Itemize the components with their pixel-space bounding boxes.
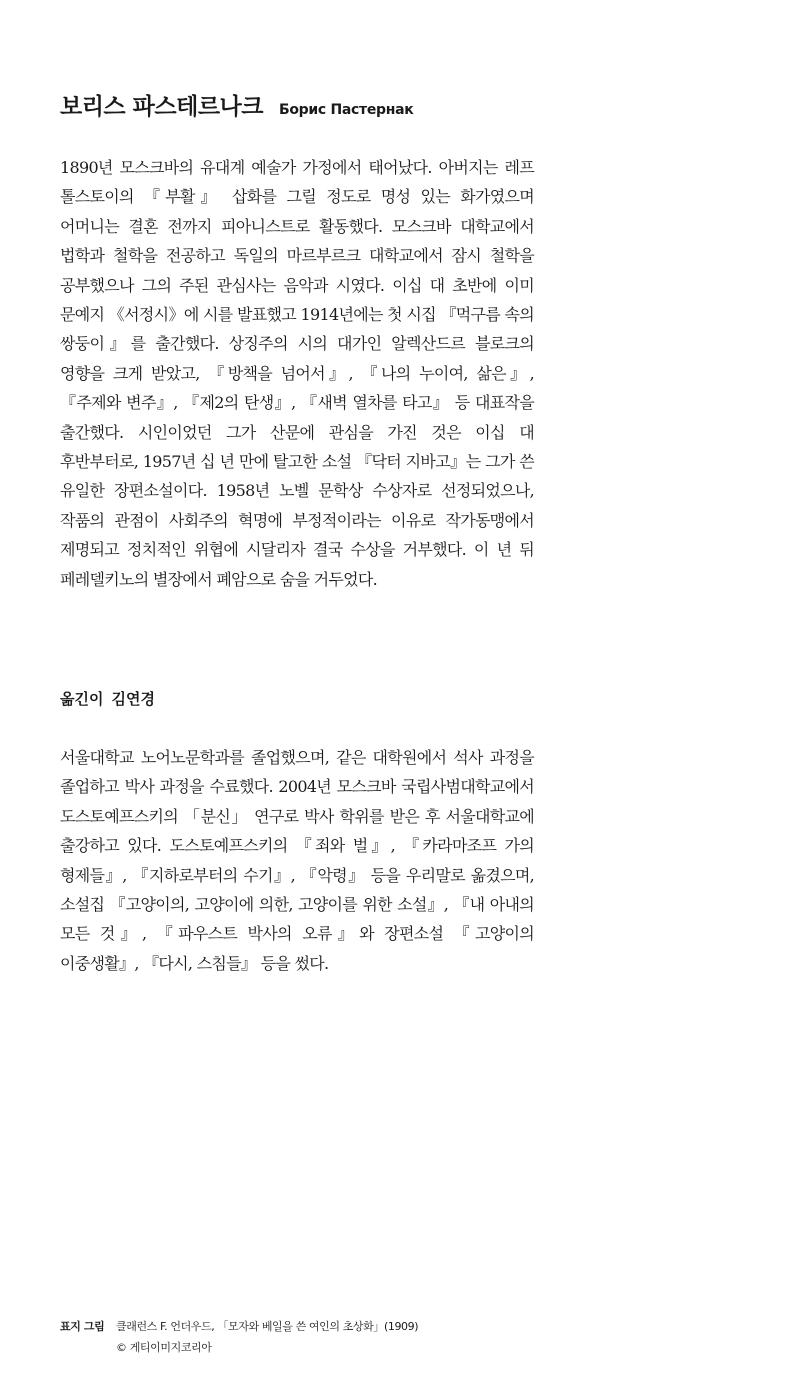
translator-label: 옮긴이: [60, 690, 104, 708]
author-name-russian: Борис Пастернак: [278, 102, 414, 118]
cover-credit-text: 클래런스 F. 언더우드, 「모자와 베일을 쓴 여인의 초상화」(1909): [116, 1320, 419, 1333]
cover-credit-label: 표지 그림: [60, 1320, 105, 1333]
translator-heading: [60, 688, 155, 709]
translator-name: 김연경: [111, 690, 155, 708]
author-heading: [60, 88, 414, 121]
author-name-korean: 보리스 파스테르나크: [60, 94, 263, 120]
cover-credits: [60, 1316, 418, 1358]
translator-biography: 서울대학교 노어노문학과를 졸업했으며, 같은 대학원에서 석사 과정을 졸업하고 박사 과정을 수료했다. 2004년 모스크바 국립사범대학교에서 도스토예프스키의 「분신」 연구로 박사 학위를 받은 후 서울대학교에 출강하고 있다. 도스토예프스키의 『죄와 벌』, 『카라마조프 가의 형제들』, 『지하로부터의 수기』, 『악령』 등을 우리말로 옮겼으며, 소설집 『고양이의, 고양이에 의한, 고양이를 위한 소설』, 『내 아내의 모든 것』, 『파우스트 박사의 오류』와 장편소설 『고양이의 이중생활』, 『다시, 스침들』 등을 썼다.: [60, 748, 534, 973]
copyright-line: © 게티이미지코리아: [116, 1341, 212, 1354]
author-biography: 1890년 모스크바의 유대계 예술가 가정에서 태어났다. 아버지는 레프 톨스토이의 『부활』 삽화를 그릴 정도로 명성 있는 화가였으며 어머니는 결혼 전까지 피아니스트로 활동했다. 모스크바 대학교에서 법학과 철학을 전공하고 독일의 마르부르크 대학교에서 잠시 철학을 공부했으나 그의 주된 관심사는 음악과 시였다. 이십 대 초반에 이미 문예지 《서정시》에 시를 발표했고 1914년에는 첫 시집 『먹구름 속의 쌍둥이』를 출간했다. 상징주의 시의 대가인 알렉산드르 블로크의 영향을 크게 받았고, 『방책을 넘어서』, 『나의 누이여, 삶은』, 『주제와 변주』, 『제2의 탄생』, 『새벽 열차를 타고』 등 대표작을 출간했다. 시인이었던 그가 산문에 관심을 가진 것은 이십 대 후반부터로, 1957년 십 년 만에 탈고한 소설 『닥터 지바고』는 그가 쓴 유일한 장편소설이다. 1958년 노벨 문학상 수상자로 선정되었으나, 작품의 관점이 사회주의 혁명에 부정적이라는 이유로 작가동맹에서 제명되고 정치적인 위협에 시달리자 결국 수상을 거부했다. 이 년 뒤 페레델키노의 별장에서 폐암으로 숨을 거두었다.: [60, 158, 535, 589]
cover-illustration-credit: [60, 1316, 418, 1337]
